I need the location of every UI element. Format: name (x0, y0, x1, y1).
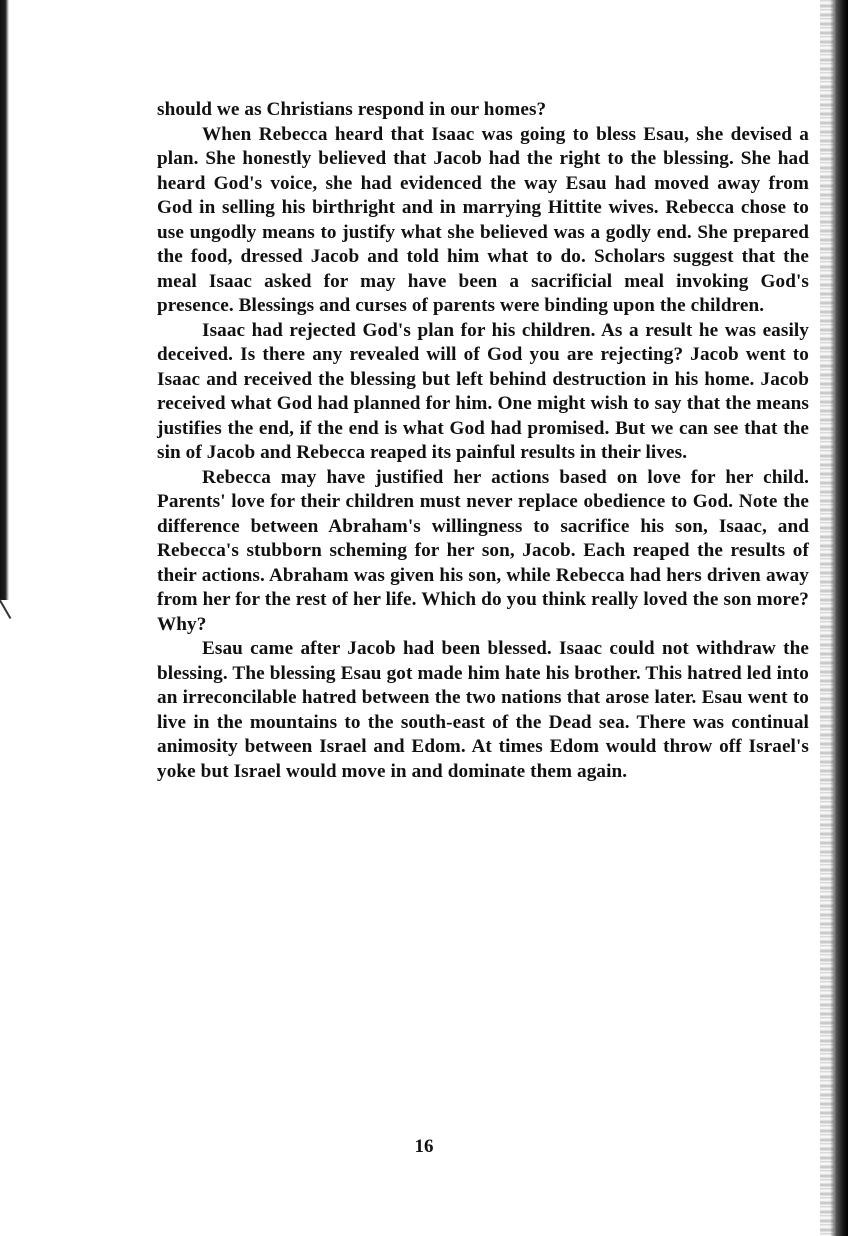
body-text (157, 98, 809, 784)
scan-right-edge (830, 0, 848, 1236)
paragraph-5: Esau came after Jacob had been blessed. Isaac could not withdraw the blessing. The blessing Esau got made him hate his brother. This hatred led into an irreconcilable hatred between the two nations that arose later. Esau went to live in the mountains to the south-east of the Dead sea. There was continual animosity between Israel and Edom. At times Edom would throw off Israel's yoke but Israel would move in and dominate them again. (157, 638, 809, 782)
paragraph-3: Isaac had rejected God's plan for his children. As a result he was easily deceived. Is there any revealed will of God you are rejecting? Jacob went to Isaac and received the blessing but left behind destruction in his home. Jacob received what God had planned for him. One might wish to say that the means justifies the end, if the end is what God had promised. But we can see that the sin of Jacob and Rebecca reaped its painful results in their lives. (157, 319, 809, 463)
scan-left-edge (0, 0, 9, 600)
paragraph-1: should we as Christians respond in our homes? (157, 99, 547, 120)
scan-speck (0, 599, 11, 619)
page-number: 16 (414, 1136, 434, 1157)
paragraph-4: Rebecca may have justified her actions based on love for her child. Parents' love for their children must never replace obedience to God. Note the difference between Abraham's willingness to sacrifice his son, Isaac, and Rebecca's stubborn scheming for her son, Jacob. Each reaped the results of their actions. Abraham was given his son, while Rebecca had hers driven away from her for the rest of her life. Which do you think really loved the son more? Why? (157, 466, 809, 635)
paragraph-2: When Rebecca heard that Isaac was going to bless Esau, she devised a plan. She honestly believed that Jacob had the right to the blessing. She had heard God's voice, she had evidenced the way Esau had moved away from God in selling his birthright and in marrying Hittite wives. Rebecca chose to use ungodly means to justify what she believed was a godly end. She prepared the food, dressed Jacob and told him what to do. Scholars suggest that the meal Isaac asked for may have been a sacrificial meal invoking God's presence. Blessings and curses of parents were binding upon the children. (157, 123, 809, 316)
